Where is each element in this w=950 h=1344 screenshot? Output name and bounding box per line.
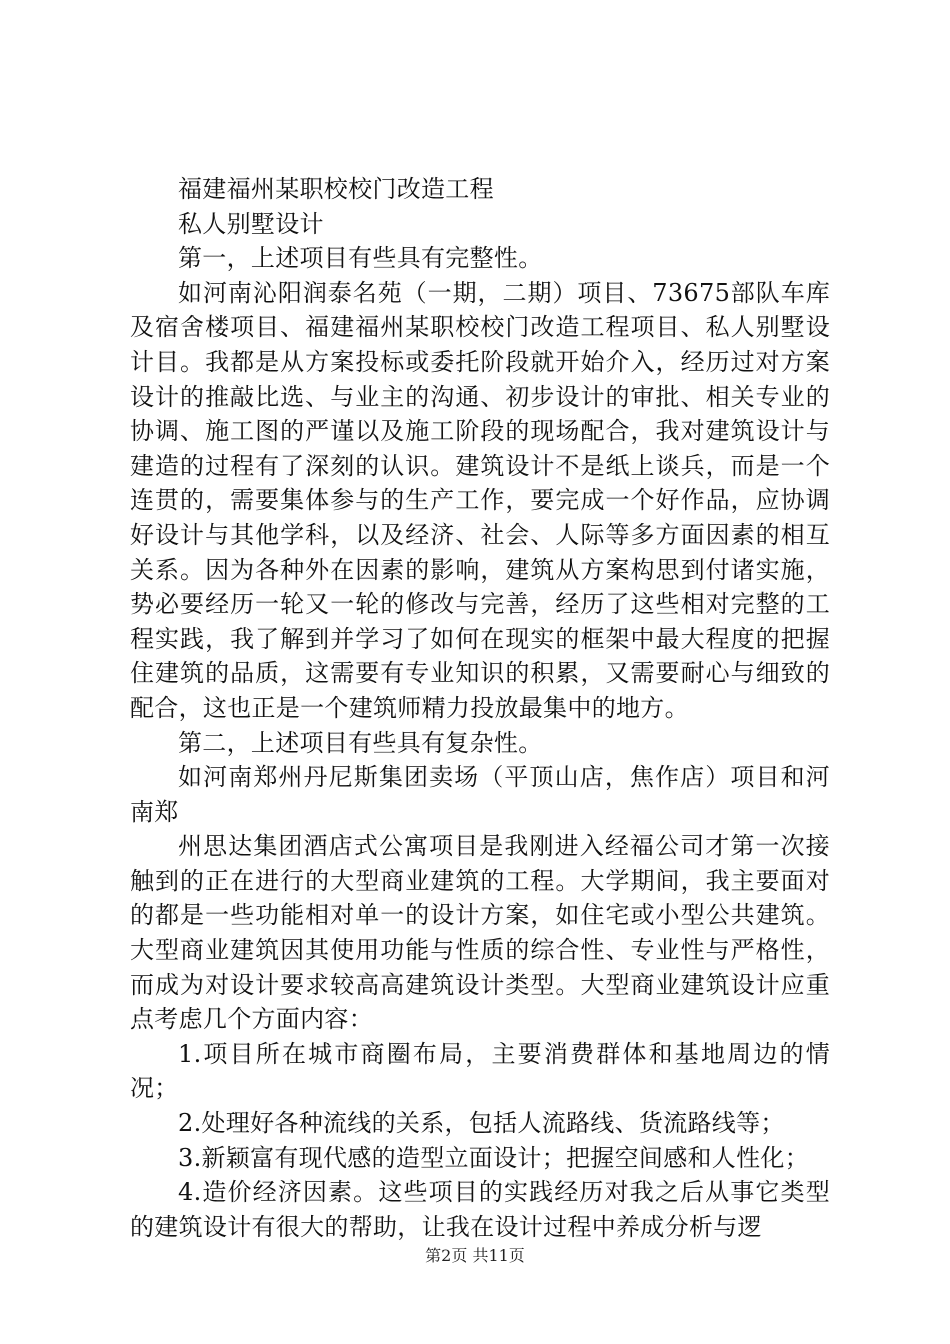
paragraph-1: 福建福州某职校校门改造工程 (178, 175, 494, 203)
list-item-1: 1.项目所在城市商圈布局，主要消费群体和基地周边的情况； (130, 1039, 830, 1103)
list-item-4: 4.造价经济因素。这些项目的实践经历对我之后从事它类型的建筑设计有很大的帮助，让我在设计过程中养成分析与逻 (130, 1178, 830, 1241)
page-number-footer: 第2页 共11页 (425, 1246, 525, 1265)
paragraph-2: 私人别墅设计 (178, 209, 324, 238)
paragraph-3: 第一，上述项目有些具有完整性。 (178, 244, 543, 273)
paragraph-7: 州思达集团酒店式公寓项目是我刚进入经福公司才第一次接触到的正在进行的大型商业建筑的工程。大学期间，我主要面对的都是一些功能相对单一的设计方案，如住宅或小型公共建筑。大型商业建筑因其使用功能与性质的综合性、专业性与严格性，而成为对设计要求较高高建筑设计类型。大型商业建筑设计应重点考虑几个方面内容： (130, 832, 830, 1034)
paragraph-4: 如河南沁阳润泰名苑（一期，二期）项目、73675部队车库及宿舍楼项目、福建福州某职校校门改造工程项目、私人别墅设计目。我都是从方案投标或委托阶段就开始介入，经历过对方案设计的推敲比选、与业主的沟通、初步设计的审批、相关专业的协调、施工图的严谨以及施工阶段的现场配合，我对建筑设计与建造的过程有了深刻的认识。建筑设计不是纸上谈兵，而是一个连贯的，需要集体参与的生产工作，要完成一个好作品，应协调好设计与其他学科，以及经济、社会、人际等多方面因素的相互关系。因为各种外在因素的影响，建筑从方案构思到付诸实施，势必要经历一轮又一轮的修改与完善，经历了这些相对完整的工程实践，我了解到并学习了如何在现实的框架中最大程度的把握住建筑的品质，这需要有专业知识的积累，又需要耐心与细致的配合，这也正是一个建筑师精力投放最集中的地方。 (130, 278, 830, 722)
list-item-2: 2.处理好各种流线的关系，包括人流路线、货流路线等； (178, 1109, 785, 1138)
paragraph-6: 如河南郑州丹尼斯集团卖场（平顶山店，焦作店）项目和河南郑 (130, 763, 830, 826)
paragraph-5: 第二，上述项目有些具有复杂性。 (178, 728, 543, 757)
document-body (130, 172, 830, 1244)
list-item-3: 3.新颖富有现代感的造型立面设计；把握空间感和人性化； (178, 1143, 809, 1172)
